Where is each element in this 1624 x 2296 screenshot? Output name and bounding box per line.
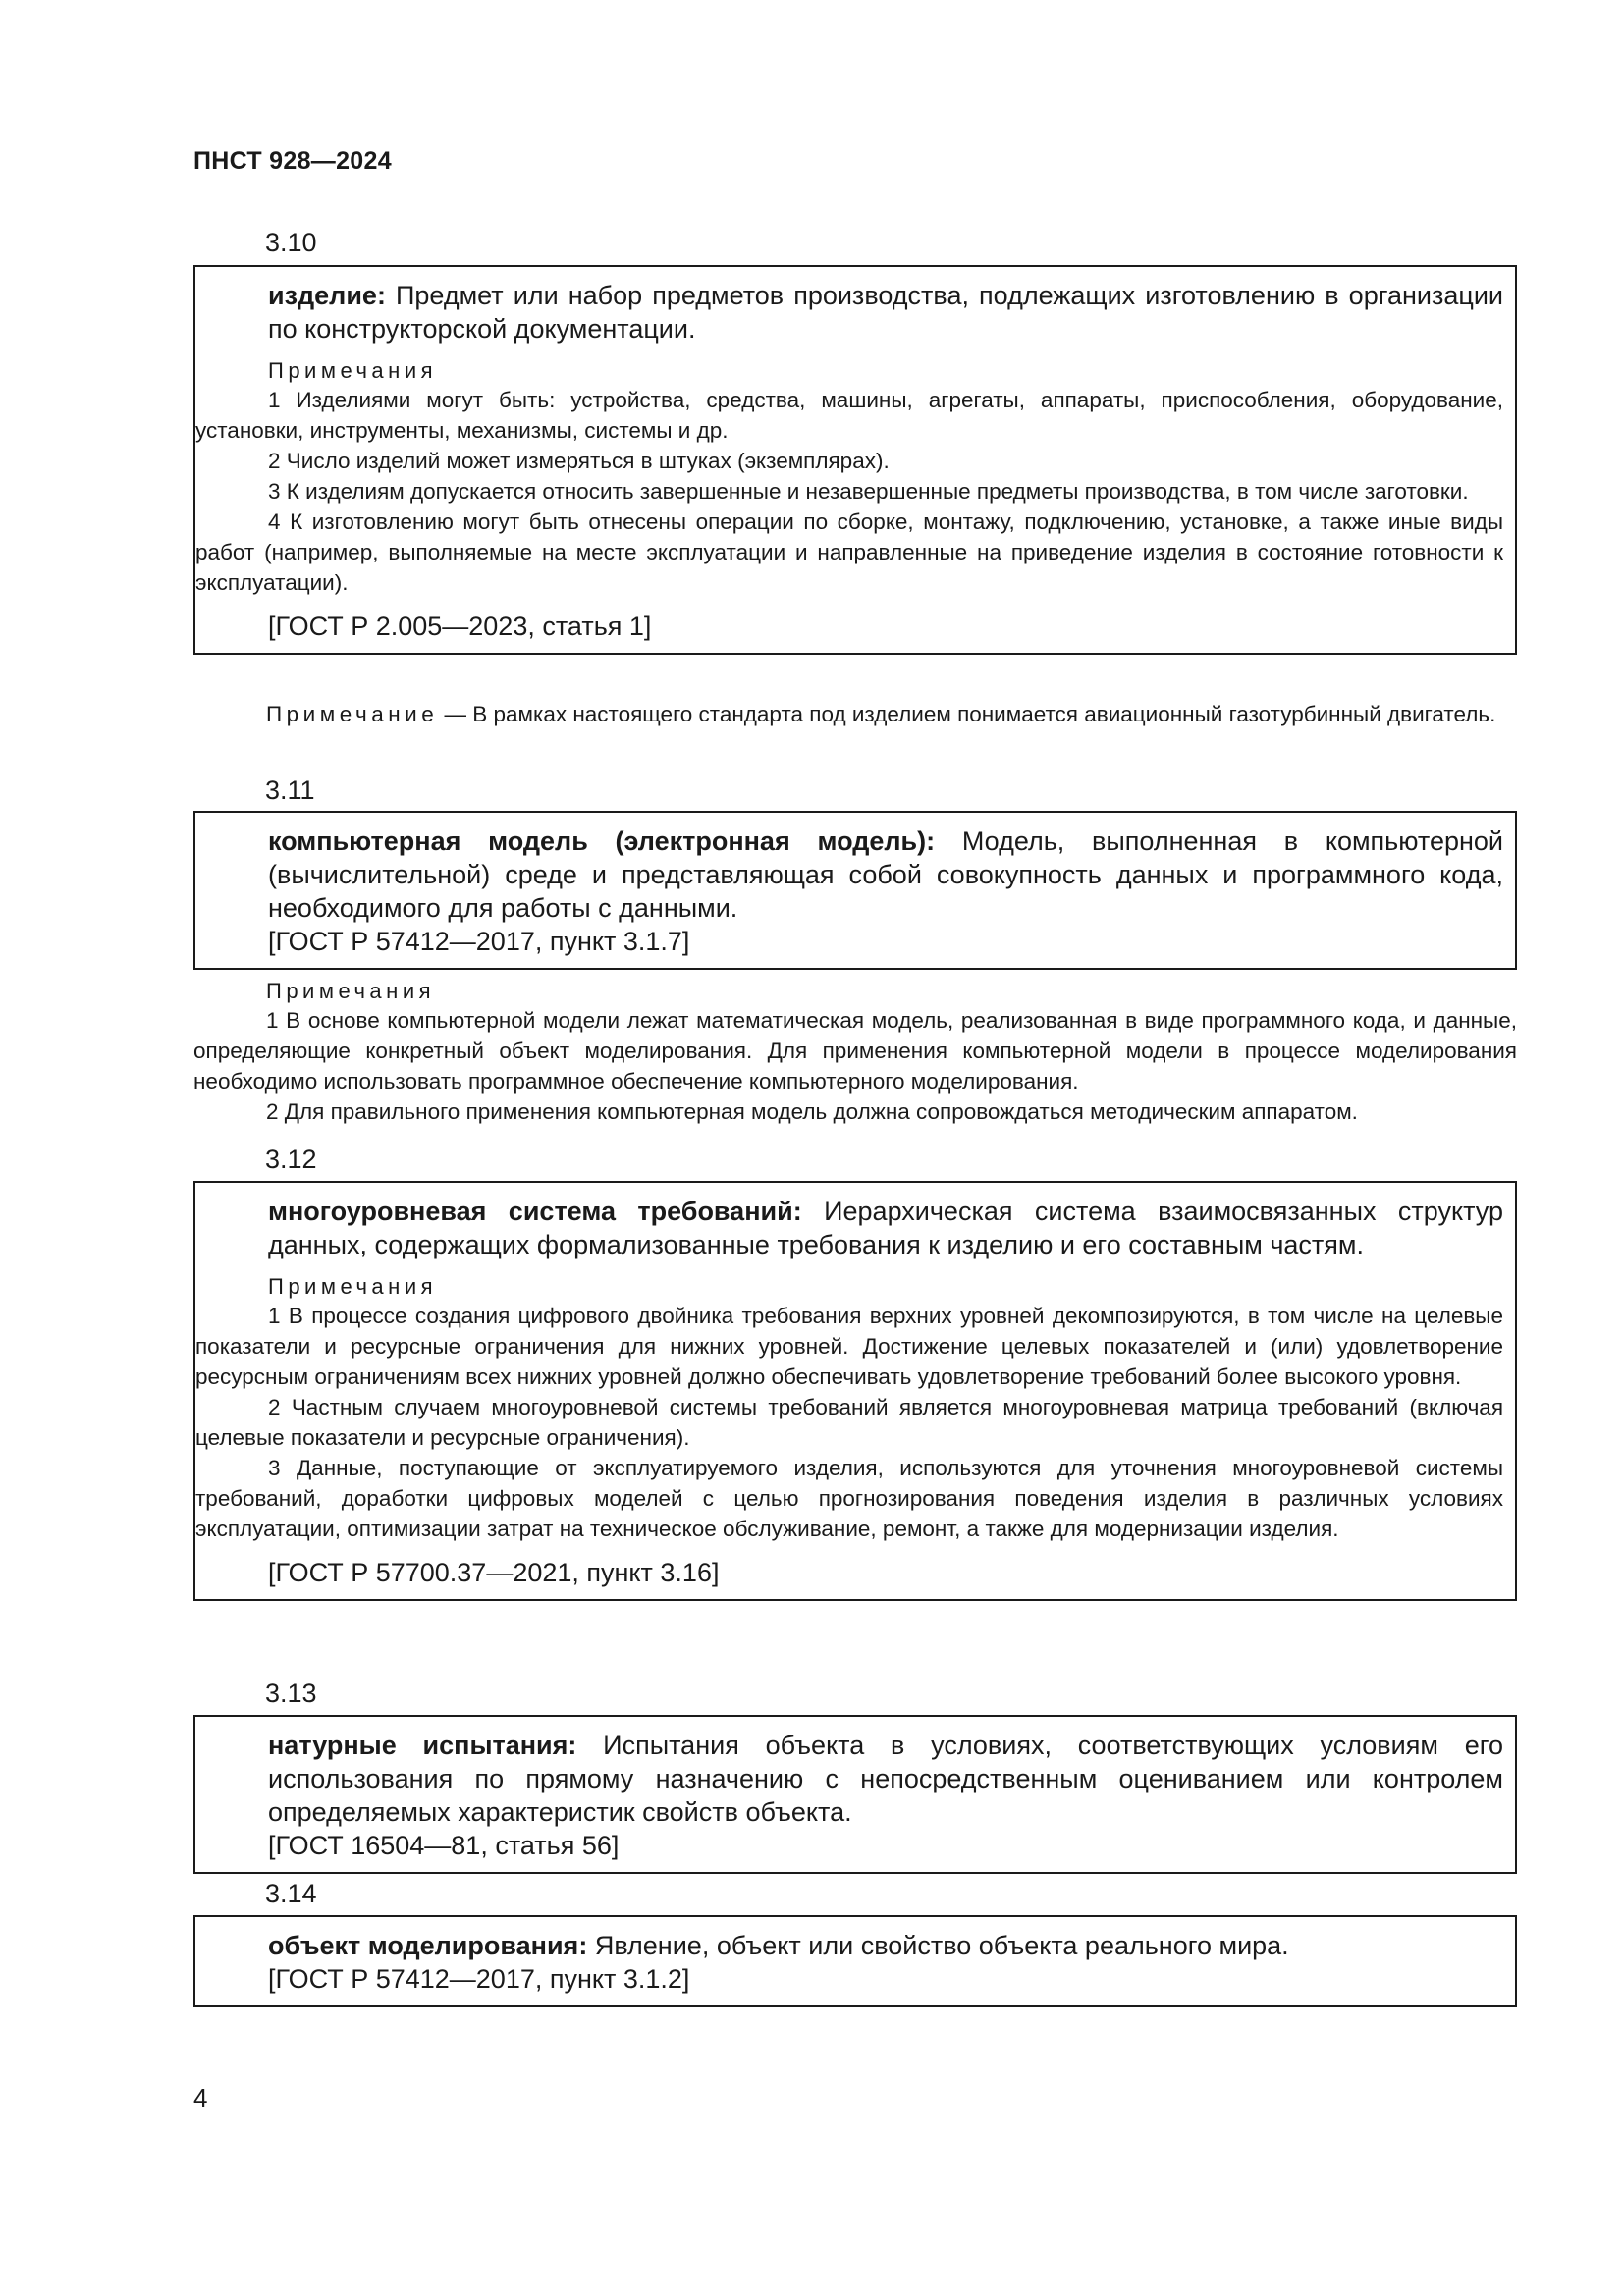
definition-text: Модель, выполненная в компьютерной (вычислительной) среде и представляющая собой совокупность данных и программного кода, необходимого для работы с данными. <box>268 827 1503 923</box>
note-after-3-10 <box>193 699 1517 729</box>
term-definition <box>268 279 1503 346</box>
notes-heading: Примечания <box>266 979 436 1003</box>
single-note <box>193 699 1517 729</box>
term-name: натурные испытания: <box>268 1731 577 1760</box>
term-source: [ГОСТ Р 2.005—2023, статья 1] <box>268 612 652 641</box>
term-name: многоуровневая система требований: <box>268 1197 802 1226</box>
term-box-3-11 <box>193 811 1517 970</box>
definition-text: Испытания объекта в условиях, соответствующих условиям его использования по прямому назначению с непосредственным оцениванием или контролем определяемых характеристик свойств объекта. <box>268 1731 1503 1827</box>
term-name: объект моделирования: <box>268 1931 588 1960</box>
term-box-3-14 <box>193 1915 1517 2007</box>
note-item: 3 К изделиям допускается относить завершенные и незавершенные предметы производства, в том числе заготовки. <box>268 479 1469 504</box>
note-item: 1 Изделиями могут быть: устройства, средства, машины, агрегаты, аппараты, приспособления, оборудование, установки, инструменты, механизмы, системы и др. <box>195 388 1503 443</box>
note-dash: — <box>438 702 473 726</box>
term-box-3-10 <box>193 265 1517 655</box>
term-name: изделие: <box>268 281 386 310</box>
term-number-3-12: 3.12 <box>265 1145 317 1174</box>
term-number-3-13: 3.13 <box>265 1679 317 1708</box>
term-source: [ГОСТ Р 57412—2017, пункт 3.1.2] <box>268 1964 690 1994</box>
document-id-header: ПНСТ 928—2024 <box>193 147 392 175</box>
notes-after-3-11 <box>193 978 1517 1127</box>
note-item: 3 Данные, поступающие от эксплуатируемого изделия, используются для уточнения многоуровневой системы требований, доработки цифровых моделей с целью прогнозирования поведения изделия в различных условиях эксплуатации, оптимизации затрат на техническое обслуживание, ремонт, а также для модернизации изделия. <box>195 1456 1503 1541</box>
term-number-3-14: 3.14 <box>265 1879 317 1908</box>
notes-heading: Примечания <box>268 358 438 383</box>
term-number-3-11: 3.11 <box>265 775 315 805</box>
note-item: 1 В процессе создания цифрового двойника требования верхних уровней декомпозируются, в том числе на целевые показатели и ресурсные ограничения для нижних уровней. Достижение целевых показателей и (или) удовлетворение ресурсным ограничениям всех нижних уровней должно обеспечивать удовлетворение требований более высокого уровня. <box>195 1304 1503 1389</box>
term-definition <box>268 825 1503 925</box>
note-text: В рамках настоящего стандарта под изделием понимается авиационный газотурбинный двигатель. <box>472 702 1496 726</box>
note-item: 2 Для правильного применения компьютерная модель должна сопровождаться методическим аппаратом. <box>266 1099 1358 1124</box>
term-name: компьютерная модель (электронная модель): <box>268 827 936 856</box>
term-box-3-13 <box>193 1715 1517 1874</box>
term-source: [ГОСТ Р 57700.37—2021, пункт 3.16] <box>268 1558 720 1587</box>
term-definition <box>268 1729 1503 1829</box>
definition-text: Предмет или набор предметов производства, подлежащих изготовлению в организации по конструкторской документации. <box>268 281 1503 344</box>
note-item: 1 В основе компьютерной модели лежат математическая модель, реализованная в виде программного кода, и данные, определяющие конкретный объект моделирования. Для применения компьютерной модели в процессе моделирования необходимо использовать программное обеспечение компьютерного моделирования. <box>193 1008 1517 1094</box>
term-source: [ГОСТ 16504—81, статья 56] <box>268 1831 620 1860</box>
notes-heading: Примечания <box>268 1274 438 1299</box>
term-definition <box>268 1929 1503 1962</box>
definition-text: Иерархическая система взаимосвязанных структур данных, содержащих формализованные требования к изделию и его составным частям. <box>268 1197 1503 1259</box>
term-number-3-10: 3.10 <box>265 228 317 257</box>
definition-text: Явление, объект или свойство объекта реального мира. <box>587 1931 1289 1960</box>
note-item: 4 К изготовлению могут быть отнесены операции по сборке, монтажу, подключению, установке, а также иные виды работ (например, выполняемые на месте эксплуатации и направленные на приведение изделия в состояние готовности к эксплуатации). <box>195 509 1503 595</box>
page-number: 4 <box>193 2083 208 2112</box>
term-definition <box>268 1195 1503 1261</box>
note-item: 2 Частным случаем многоуровневой системы требований является многоуровневая матрица требований (включая целевые показатели и ресурсные ограничения). <box>195 1395 1503 1450</box>
note-label: Примечание <box>266 702 439 726</box>
term-box-3-12 <box>193 1181 1517 1601</box>
note-item: 2 Число изделий может измеряться в штуках (экземплярах). <box>268 449 890 473</box>
term-source: [ГОСТ Р 57412—2017, пункт 3.1.7] <box>268 927 690 956</box>
